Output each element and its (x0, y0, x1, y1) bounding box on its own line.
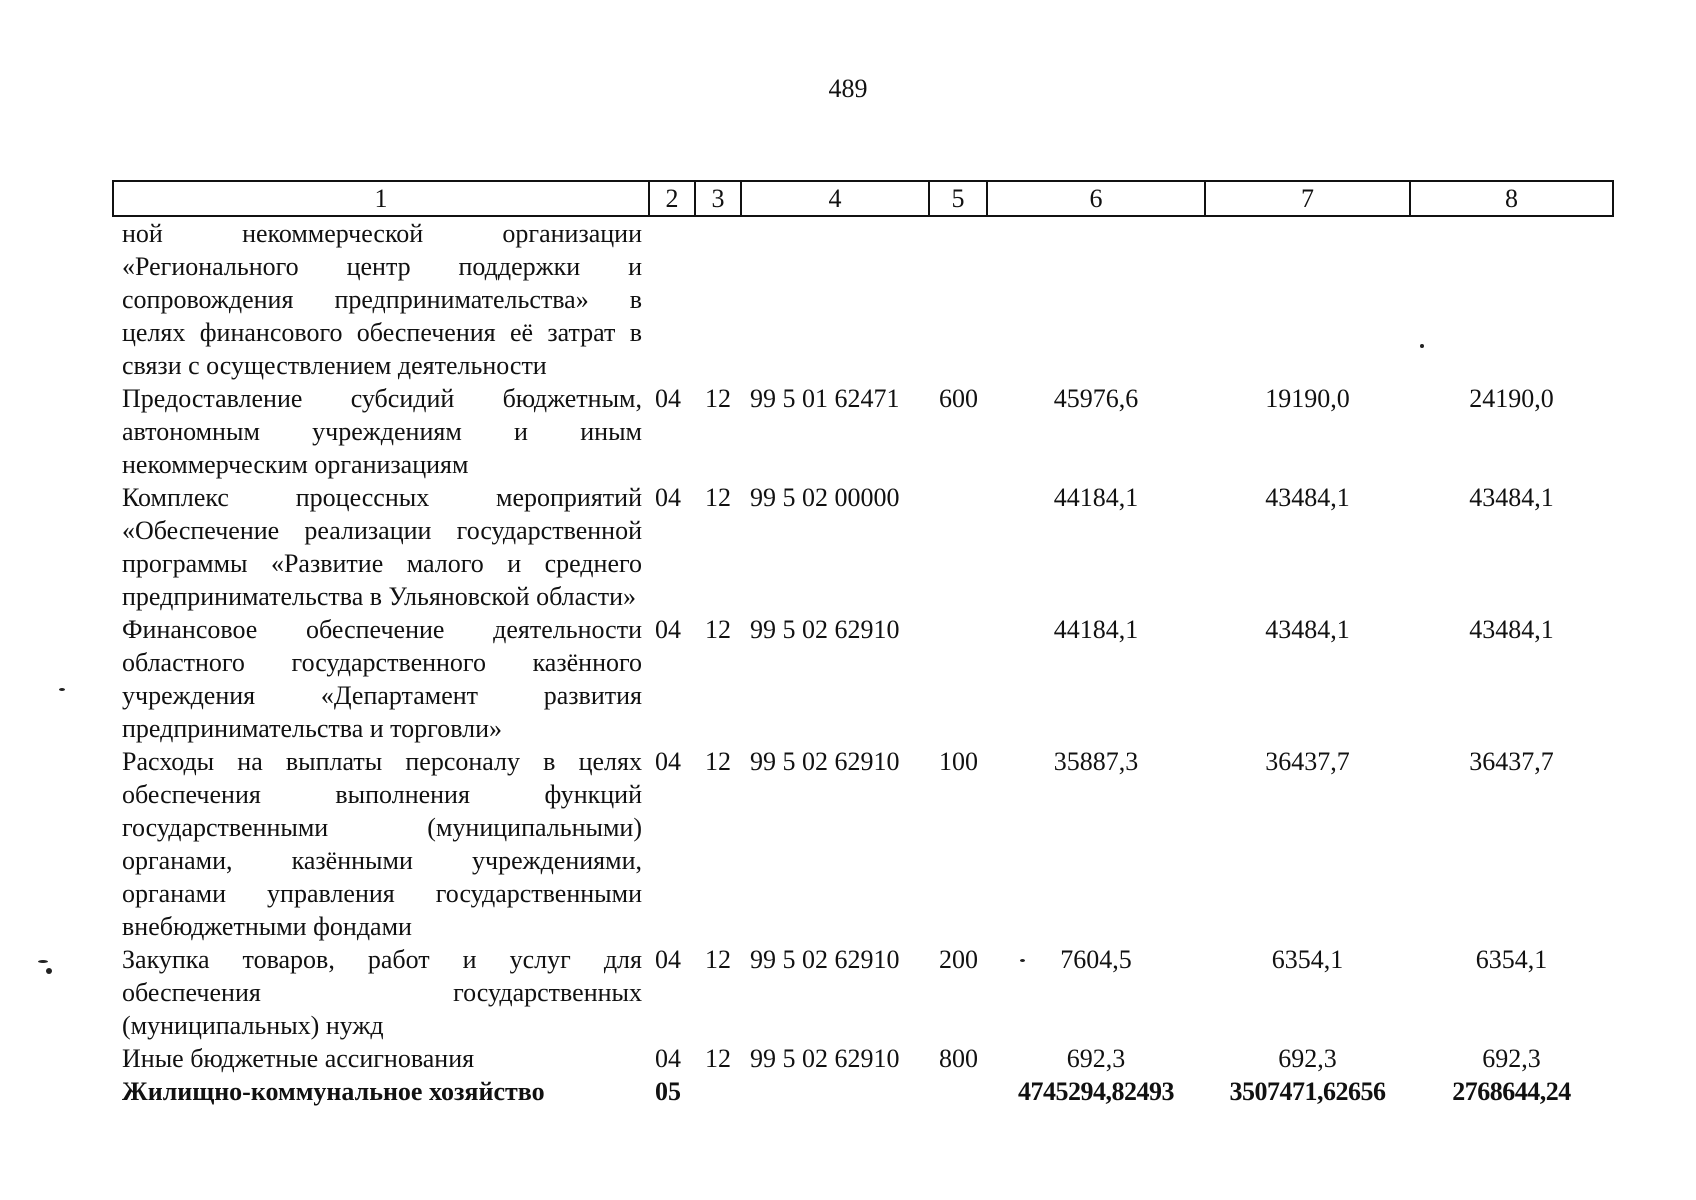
cell-col-6: 45976,6 (1053, 384, 1139, 413)
cell-col-2: 04 (655, 615, 681, 644)
header-col-1: 1 (113, 181, 649, 216)
cell-col-6: 35887,3 (1053, 747, 1139, 776)
cell-col-3: 12 (705, 483, 731, 512)
cell-col-8: 2768644,24 (1452, 1077, 1571, 1106)
table-row (113, 1075, 1613, 1108)
header-col-7: 7 (1205, 181, 1410, 216)
cell-col-7: 692,3 (1278, 1044, 1337, 1073)
cell-col-5 (929, 216, 987, 382)
cell-col-6: 44184,1 (1053, 483, 1139, 512)
cell-col-8: 692,3 (1482, 1044, 1541, 1073)
cell-col-2: 04 (655, 483, 681, 512)
table-row (113, 613, 1613, 745)
budget-table (112, 180, 1614, 1108)
cell-col-2: 04 (655, 1044, 681, 1073)
cell-col-4: 99 5 02 62910 (750, 1044, 900, 1073)
cell-col-5: 800 (939, 1044, 978, 1073)
cell-col-7 (1205, 216, 1410, 382)
header-col-4: 4 (741, 181, 929, 216)
header-col-5: 5 (929, 181, 987, 216)
cell-col-2 (649, 216, 695, 382)
cell-col-2: 04 (655, 747, 681, 776)
page-number: 489 (828, 74, 868, 103)
cell-col-5: 600 (939, 384, 978, 413)
cell-col-3: 12 (705, 747, 731, 776)
table-row (113, 216, 1613, 382)
scan-speck (38, 960, 48, 963)
cell-col-3: 12 (705, 1044, 731, 1073)
row-name: Расходы на выплаты персоналу в целях обеспечения выполнения функций государственными (муниципальными) органами, казёнными учреждениями, органами управления государственными внебюджетными фондами (122, 747, 642, 941)
header-row (113, 181, 1613, 216)
cell-col-7: 43484,1 (1265, 483, 1350, 512)
table-body (113, 216, 1613, 1108)
header-col-6: 6 (987, 181, 1205, 216)
header-col-2: 2 (649, 181, 695, 216)
cell-col-8: 36437,7 (1469, 747, 1554, 776)
scan-speck (1020, 959, 1025, 962)
cell-col-5 (929, 613, 987, 745)
row-name: Жилищно-коммунальное хозяйство (122, 1077, 545, 1106)
cell-col-2: 05 (655, 1077, 681, 1106)
row-name: Закупка товаров, работ и услуг для обеспечения государственных (муниципальных) нужд (122, 945, 642, 1040)
row-name: Иные бюджетные ассигнования (122, 1044, 475, 1073)
cell-col-4: 99 5 01 62471 (750, 384, 900, 413)
cell-col-8: 43484,1 (1469, 483, 1554, 512)
table-row (113, 943, 1613, 1042)
cell-col-4: 99 5 02 62910 (750, 615, 900, 644)
cell-col-7: 3507471,62656 (1229, 1077, 1386, 1106)
cell-col-3: 12 (705, 384, 731, 413)
cell-col-2: 04 (655, 384, 681, 413)
cell-col-7: 19190,0 (1265, 384, 1350, 413)
cell-col-6: 4745294,82493 (1018, 1077, 1174, 1106)
cell-col-2: 04 (655, 945, 681, 974)
cell-col-4: 99 5 02 62910 (750, 747, 900, 776)
cell-col-3 (695, 216, 741, 382)
cell-col-6: 692,3 (1066, 1044, 1126, 1073)
cell-col-8: 6354,1 (1475, 945, 1548, 974)
cell-col-7: 43484,1 (1265, 615, 1350, 644)
cell-col-5: 200 (939, 945, 978, 974)
table-row (113, 745, 1613, 943)
scan-speck (59, 688, 65, 691)
cell-col-3: 12 (705, 615, 731, 644)
table-row (113, 1042, 1613, 1075)
scan-speck (46, 968, 52, 974)
cell-col-8: 43484,1 (1469, 615, 1554, 644)
row-name: Комплекс процессных мероприятий «Обеспечение реализации государственной программы «Развитие малого и среднего предпринимательства в Ульяновской области» (122, 483, 642, 611)
cell-col-3 (695, 1075, 741, 1108)
row-name: Финансовое обеспечение деятельности областного государственного казённого учреждения «Департамент развития предпринимательства и торговли» (122, 615, 642, 743)
cell-col-5: 100 (939, 747, 978, 776)
header-col-3: 3 (695, 181, 741, 216)
cell-col-3: 12 (705, 945, 731, 974)
cell-col-6: 7604,5 (1060, 945, 1132, 974)
cell-col-5 (929, 481, 987, 613)
row-name: ной некоммерческой организации «Регионального центр поддержки и сопровождения предпринимательства» в целях финансового обеспечения её затрат в связи с осуществлением деятельности (122, 219, 642, 380)
cell-col-4 (741, 216, 929, 382)
header-col-8: 8 (1410, 181, 1613, 216)
cell-col-4 (741, 1075, 929, 1108)
table-row (113, 481, 1613, 613)
cell-col-8 (1410, 216, 1613, 382)
cell-col-4: 99 5 02 00000 (750, 483, 900, 512)
row-name: Предоставление субсидий бюджетным, автономным учреждениям и иным некоммерческим организациям (122, 384, 642, 479)
cell-col-4: 99 5 02 62910 (750, 945, 900, 974)
scan-speck (1420, 344, 1424, 348)
cell-col-7: 6354,1 (1271, 945, 1344, 974)
cell-col-7: 36437,7 (1265, 747, 1350, 776)
cell-col-6 (987, 216, 1205, 382)
cell-col-5 (929, 1075, 987, 1108)
table-row (113, 382, 1613, 481)
cell-col-6: 44184,1 (1053, 615, 1139, 644)
cell-col-8: 24190,0 (1469, 384, 1554, 413)
